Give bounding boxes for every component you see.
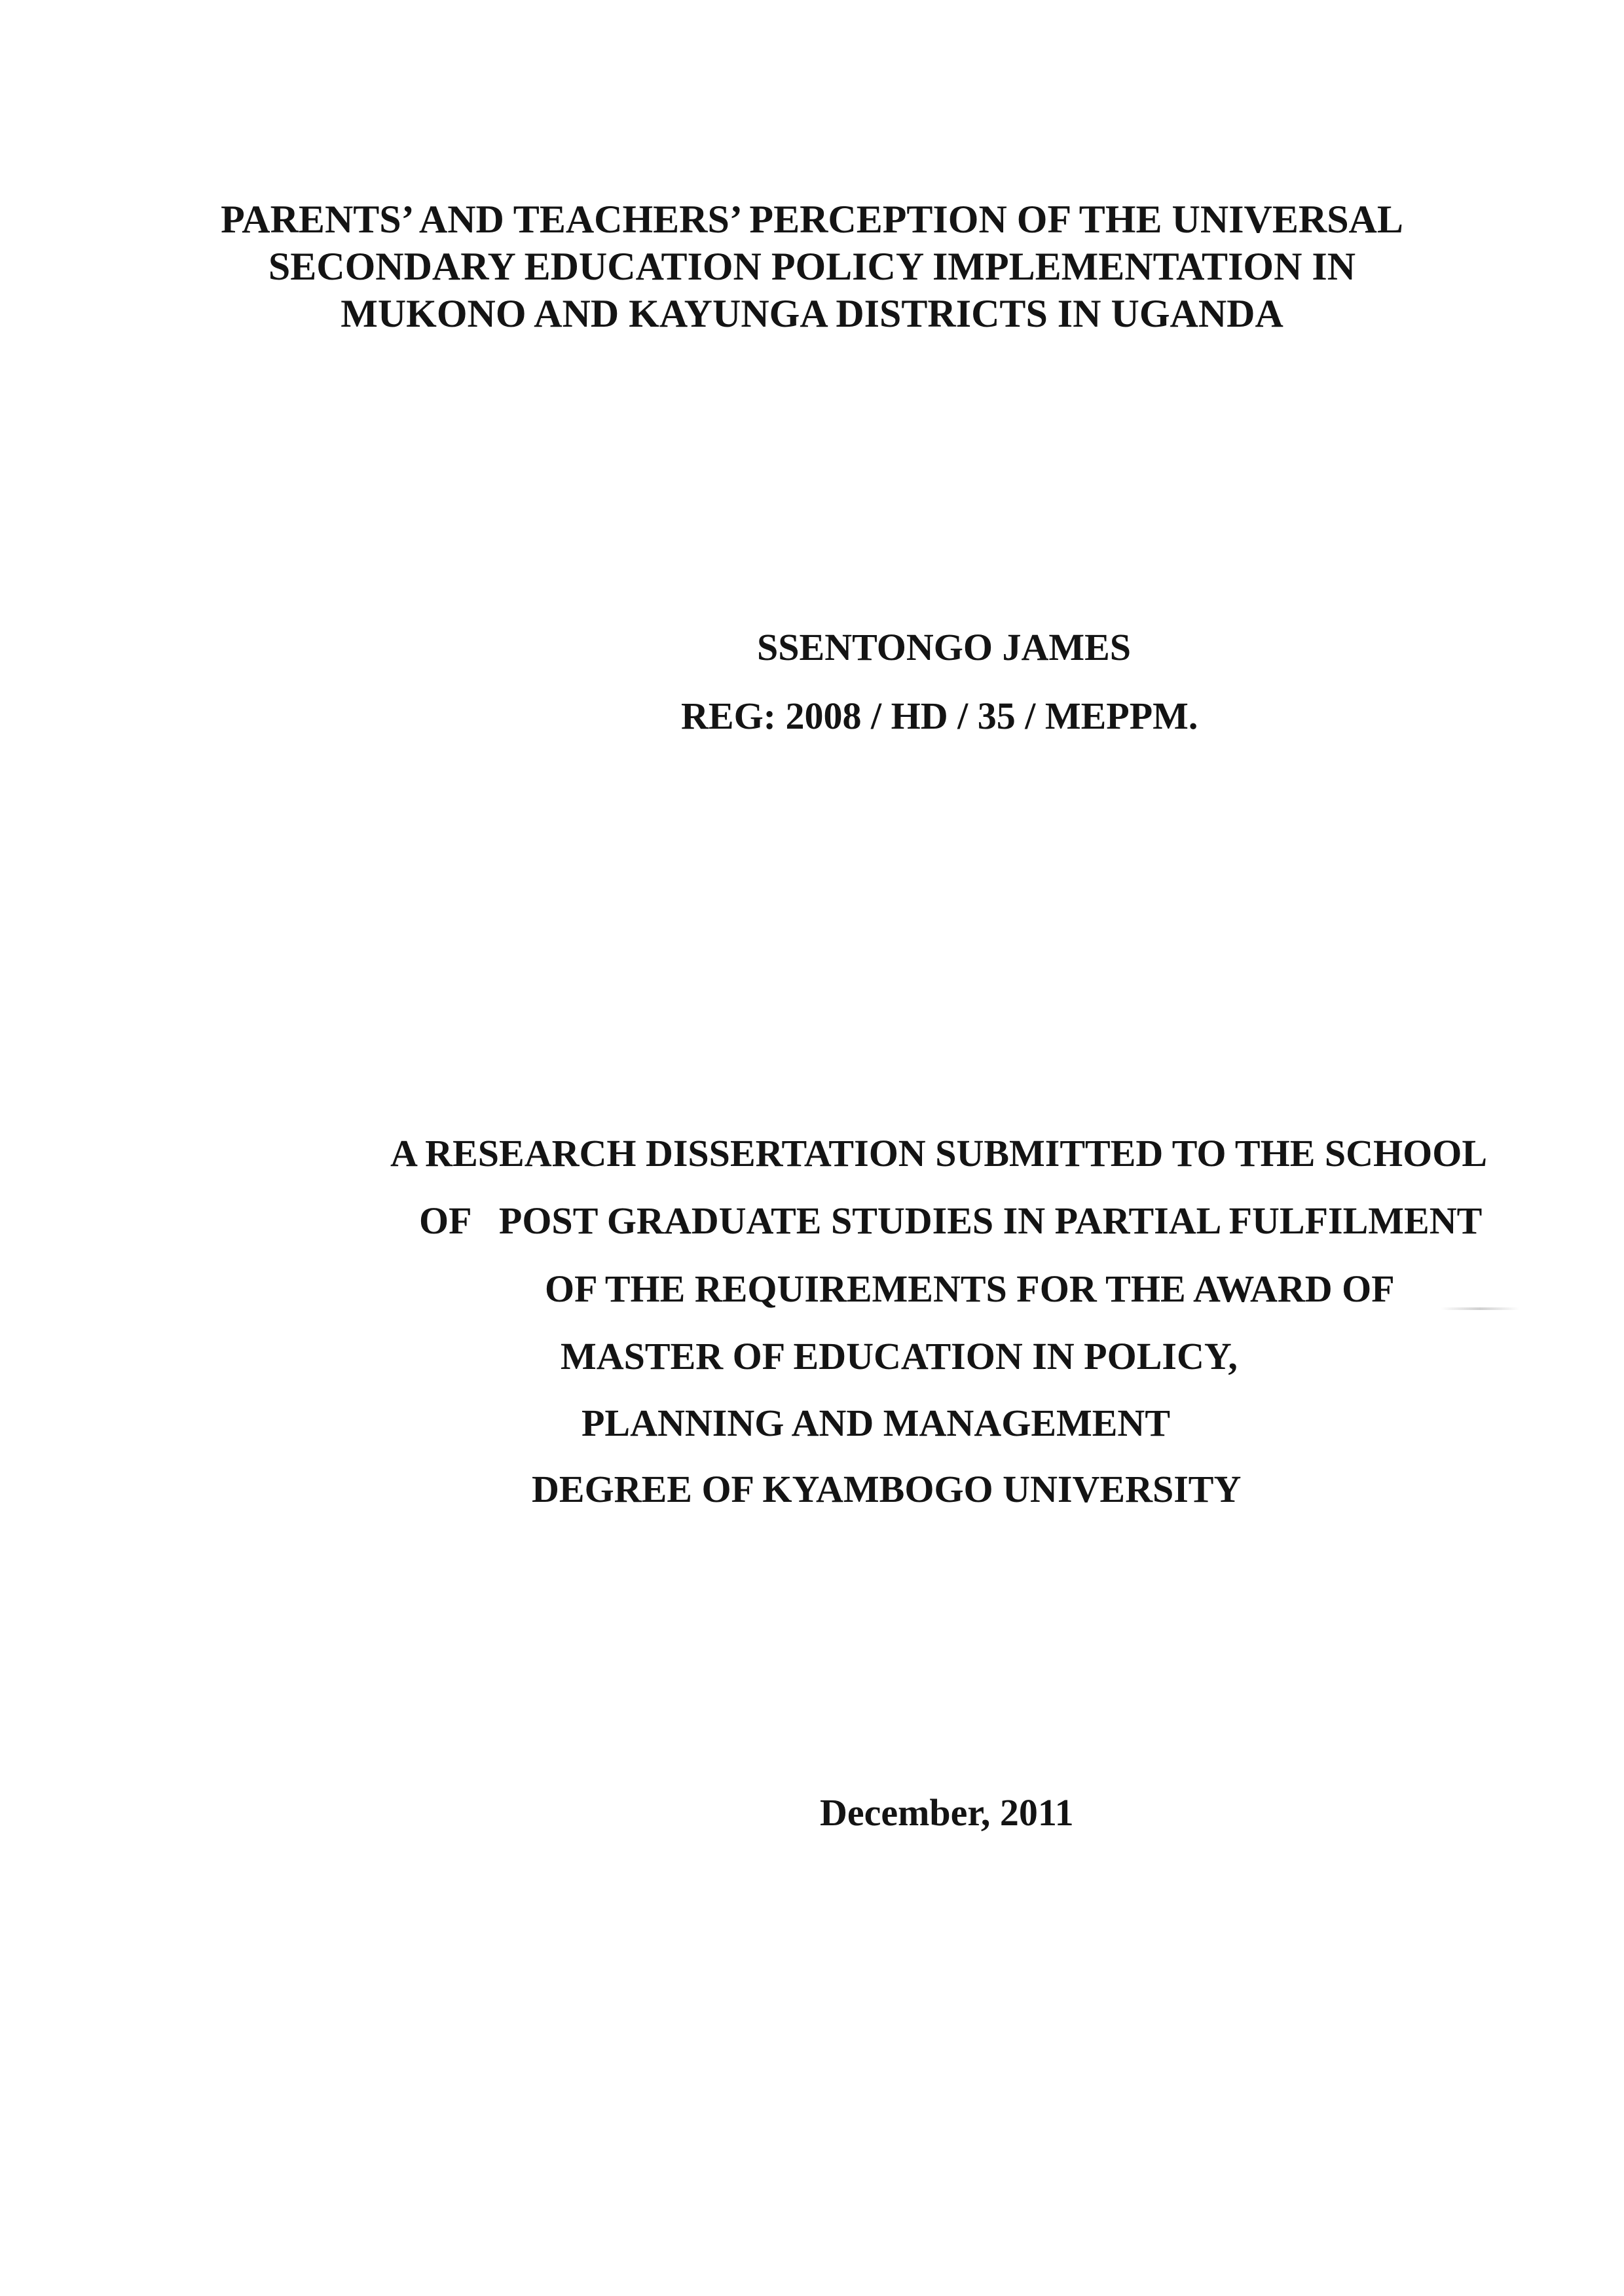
statement-line-1: A RESEARCH DISSERTATION SUBMITTED TO THE SCHOOL (390, 1132, 1488, 1175)
statement-line-2: OF POST GRADUATE STUDIES IN PARTIAL FULFILMENT (419, 1199, 1483, 1242)
statement-line-4: MASTER OF EDUCATION IN POLICY, (561, 1335, 1238, 1377)
statement-line-5: PLANNING AND MANAGEMENT (581, 1402, 1170, 1444)
registration-number: REG: 2008 / HD / 35 / MEPPM. (681, 695, 1198, 737)
title-line-1: PARENTS’ AND TEACHERS’ PERCEPTION OF THE UNIVERSAL (221, 198, 1403, 241)
title-line-2: SECONDARY EDUCATION POLICY IMPLEMENTATION IN (268, 245, 1356, 288)
title-line-3: MUKONO AND KAYUNGA DISTRICTS IN UGANDA (341, 292, 1283, 335)
statement-line-6: DEGREE OF KYAMBOGO UNIVERSITY (532, 1468, 1242, 1510)
scan-artifact (1441, 1307, 1519, 1310)
submission-date: December, 2011 (820, 1791, 1074, 1834)
statement-line-3: OF THE REQUIREMENTS FOR THE AWARD OF (545, 1267, 1395, 1310)
author-name: SSENTONGO JAMES (757, 626, 1132, 668)
